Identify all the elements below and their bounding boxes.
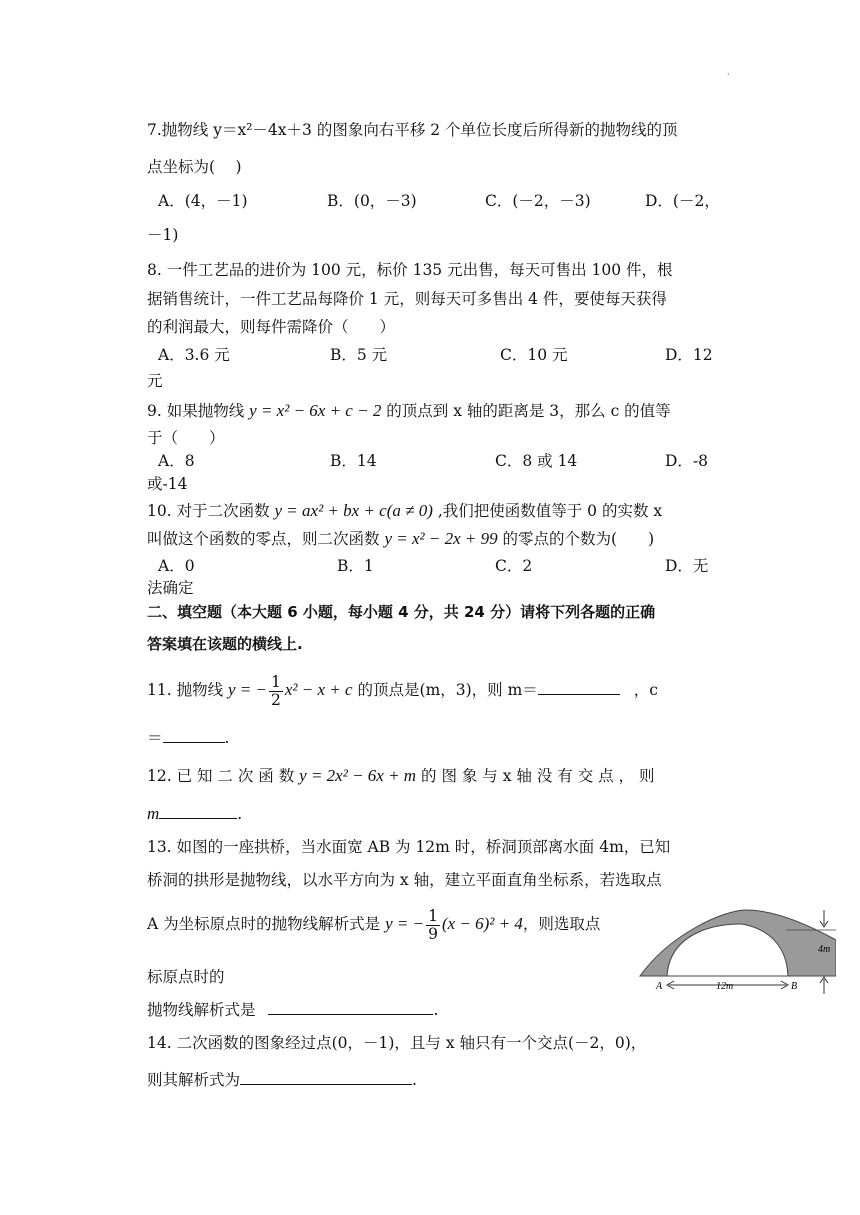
q11-tail: ，c — [633, 681, 658, 699]
q11-line-1 — [147, 670, 658, 710]
q9-option-a: A．8 — [158, 452, 195, 470]
q13-line-5 — [147, 998, 438, 1020]
q11-pre: 11. 抛物线 — [147, 681, 224, 699]
arch-bridge-figure — [636, 906, 836, 996]
q10-option-b: B．1 — [337, 557, 374, 575]
q8-wrap: 元 — [147, 372, 163, 390]
q13-line5-tail: . — [433, 1001, 439, 1019]
q8-line-3: 的利润最大，则每件需降价（ ） — [147, 318, 396, 336]
q8-option-d: D．12 — [665, 346, 713, 364]
q10-option-d: D．无 — [665, 557, 709, 575]
q9-post: 的顶点到 x 轴的距离是 3，那么 c 的值等 — [386, 402, 671, 420]
q9-line-2: 于（ ） — [147, 429, 225, 447]
q13-line3-post: ，则选取点 — [522, 915, 601, 933]
label-b: B — [791, 981, 798, 992]
q10-wrap: 法确定 — [147, 579, 194, 597]
q13-line-4: 标原点时的 — [147, 968, 225, 986]
q11-line-2 — [147, 726, 229, 748]
q11-line2: ＝ — [147, 729, 163, 747]
q11-answer-blank-m[interactable] — [538, 679, 620, 695]
q8-line-2: 据销售统计，一件工艺品每降价 1 元，则每天可多售出 4 件，要使每天获得 — [147, 290, 667, 308]
q8-line-1: 8. 一件工艺品的进价为 100 元，标价 135 元出售，每天可售出 100 件，根 — [147, 261, 673, 279]
q13-answer-blank[interactable] — [268, 999, 433, 1015]
q13-frac-den: 9 — [428, 924, 438, 943]
q7-line-1: 7.抛物线 y＝x²－4x＋3 的图象向右平移 2 个单位长度后所得新的抛物线的顶 — [147, 121, 678, 139]
section-2-heading-line-2: 答案填在该题的横线上. — [147, 635, 303, 653]
section-2-heading-line-1: 二、填空题（本大题 6 小题，每小题 4 分，共 24 分）请将下列各题的正确 — [147, 603, 656, 621]
q13-line3-pre: A 为坐标原点时的抛物线解析式是 — [147, 915, 381, 933]
q9-formula: y = x² − 6x + c − 2 — [249, 401, 382, 420]
q11-answer-blank-c[interactable] — [163, 727, 225, 743]
q12-pre: 12. 已 知 二 次 函 数 — [147, 767, 295, 785]
q10-line2-post: 的零点的个数为( ) — [502, 530, 655, 548]
q13-line-1: 13. 如图的一座拱桥，当水面宽 AB 为 12m 时，桥洞顶部离水面 4m，已知 — [147, 838, 671, 856]
q9-pre: 9. 如果抛物线 — [147, 402, 245, 420]
q7-option-b: B．(0，－3) — [327, 192, 417, 210]
q10-option-c: C．2 — [495, 557, 533, 575]
q11-frac-den: 2 — [271, 690, 281, 709]
q10-line-1 — [147, 499, 662, 521]
q11-rest: x² − x + c — [284, 680, 353, 699]
label-a: A — [656, 981, 663, 992]
q12-line-1 — [147, 764, 654, 786]
q11-line2-tail: . — [224, 729, 230, 747]
q10-post: ,我们把使函数值等于 0 的实数 x — [437, 502, 663, 520]
q10-line2-formula: y = x² − 2x + 99 — [384, 529, 498, 548]
q9-wrap: 或-14 — [147, 475, 188, 493]
q13-rest: (x − 6)² + 4 — [441, 914, 523, 933]
q10-line-2 — [147, 527, 654, 549]
q12-line2-tail: . — [237, 805, 243, 823]
q7-option-c: C．(－2，－3) — [485, 192, 591, 210]
q9-option-c: C．8 或 14 — [495, 452, 578, 470]
q8-option-c: C．10 元 — [500, 346, 568, 364]
q13-y: y = − — [385, 914, 425, 933]
bridge-arch-shape — [640, 910, 836, 976]
q13-frac-num: 1 — [428, 906, 438, 925]
page-mark: · — [727, 70, 730, 79]
q8-option-b: B．5 元 — [330, 346, 388, 364]
q9-option-d: D．-8 — [665, 452, 709, 470]
q12-post: 的 图 象 与 x 轴 没 有 交 点 ， 则 — [421, 767, 655, 785]
q10-option-a: A．0 — [158, 557, 195, 575]
q7-wrap: －1) — [147, 226, 179, 244]
q12-answer-blank[interactable] — [159, 803, 237, 819]
q13-fraction — [426, 908, 440, 943]
q10-formula: y = ax² + bx + c(a ≠ 0) — [274, 501, 433, 520]
label-height: 4m — [818, 944, 831, 955]
label-width: 12m — [716, 981, 734, 992]
q10-line2-pre: 叫做这个函数的零点，则二次函数 — [147, 530, 380, 548]
q7-option-d: D．(－2， — [645, 192, 720, 210]
q14-answer-blank[interactable] — [240, 1069, 412, 1085]
q11-frac-num: 1 — [271, 672, 281, 691]
q11-post: 的顶点是(m，3)，则 m＝ — [357, 681, 538, 699]
q9-line-1 — [147, 399, 671, 421]
q12-formula: y = 2x² − 6x + m — [299, 766, 417, 785]
q12-line2: m — [147, 804, 160, 823]
q9-option-b: B．14 — [330, 452, 377, 470]
q14-line2: 则其解析式为 — [147, 1071, 241, 1089]
q11-fraction — [269, 674, 283, 709]
q8-option-a: A．3.6 元 — [158, 346, 230, 364]
q11-y: y = − — [228, 680, 268, 699]
q14-line2-tail: . — [412, 1071, 417, 1089]
q12-line-2 — [147, 803, 242, 824]
q13-line-2: 桥洞的拱形是抛物线，以水平方向为 x 轴，建立平面直角坐标系，若选取点 — [147, 871, 662, 889]
q7-line-2: 点坐标为( ) — [147, 158, 242, 176]
q14-line-2 — [147, 1068, 417, 1090]
q7-option-a: A．(4，－1) — [158, 192, 248, 210]
q10-pre: 10. 对于二次函数 — [147, 502, 270, 520]
q13-line-3 — [147, 904, 639, 944]
q13-line5: 抛物线解析式是 — [147, 1001, 256, 1019]
q14-line-1: 14. 二次函数的图象经过点(0，－1)，且与 x 轴只有一个交点(－2，0)， — [147, 1034, 647, 1052]
